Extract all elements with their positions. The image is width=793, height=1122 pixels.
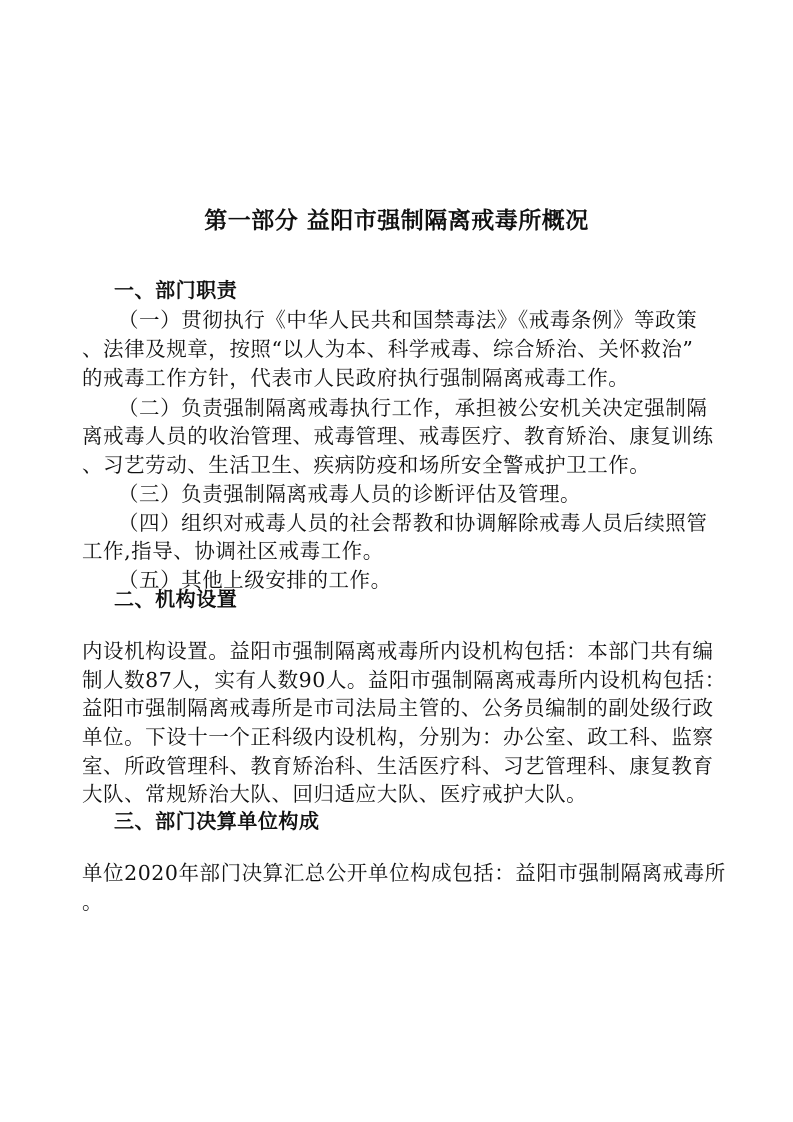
section-heading: 三、部门决算单位构成 — [114, 809, 320, 833]
paragraph-line: （二）负责强制隔离戒毒执行工作，承担被公安机关决定强制隔 — [118, 396, 708, 420]
paragraph-line: （五）其他上级安排的工作。 — [118, 568, 392, 592]
paragraph-line: 益阳市强制隔离戒毒所是市司法局主管的、公务员编制的副处级行政 — [82, 696, 714, 720]
paragraph-line: （三）负责强制隔离戒毒人员的诊断评估及管理。 — [118, 482, 582, 506]
paragraph-line: 、法律及规章，按照“以人为本、科学戒毒、综合矫治、关怀救治” — [82, 337, 694, 361]
paragraph-line: 大队、常规矫治大队、回归适应大队、医疗戒护大队。 — [82, 782, 588, 806]
paragraph-line: 。 — [82, 890, 104, 914]
paragraph-line: 离戒毒人员的收治管理、戒毒管理、戒毒医疗、教育矫治、康复训练 — [82, 424, 714, 448]
paragraph-line: 单位2020年部门决算汇总公开单位构成包括：益阳市强制隔离戒毒所 — [82, 861, 726, 885]
paragraph-line: 制人数87人，实有人数90人。益阳市强制隔离戒毒所内设机构包括： — [82, 668, 726, 692]
paragraph-line: （四）组织对戒毒人员的社会帮教和协调解除戒毒人员后续照管 — [118, 511, 708, 535]
page-title: 第一部分 益阳市强制隔离戒毒所概况 — [204, 208, 589, 234]
paragraph-line: （一）贯彻执行《中华人民共和国禁毒法》《戒毒条例》等政策 — [118, 308, 698, 332]
paragraph-line: 内设机构设置。益阳市强制隔离戒毒所内设机构包括：本部门共有编 — [82, 639, 714, 663]
paragraph-line: 单位。下设十一个正科级内设机构，分别为：办公室、政工科、监察 — [82, 725, 714, 749]
paragraph-line: 工作,指导、协调社区戒毒工作。 — [82, 539, 384, 563]
section-heading: 二、机构设置 — [114, 587, 238, 611]
paragraph-line: 的戒毒工作方针，代表市人民政府执行强制隔离戒毒工作。 — [82, 366, 630, 390]
paragraph-line: 室、所政管理科、教育矫治科、生活医疗科、习艺管理科、康复教育 — [82, 754, 714, 778]
paragraph-line: 、习艺劳动、生活卫生、疾病防疫和场所安全警戒护卫工作。 — [82, 453, 651, 477]
section-heading: 一、部门职责 — [114, 278, 238, 302]
